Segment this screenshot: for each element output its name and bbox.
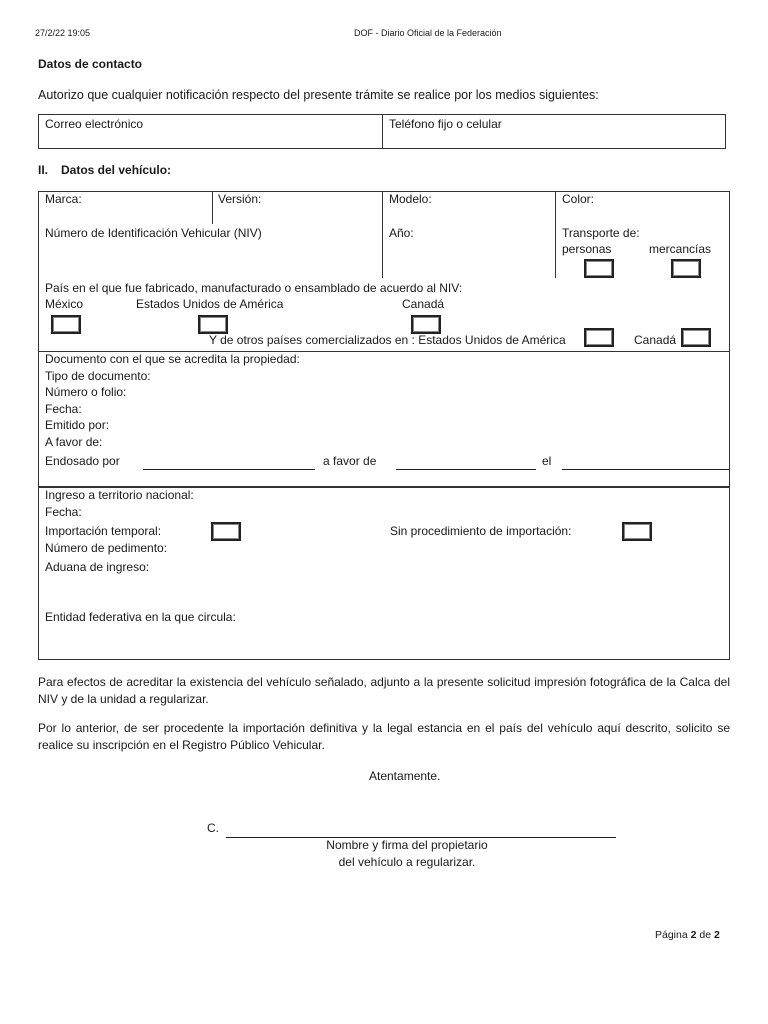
- documento-propiedad-label: Documento con el que se acredita la propiedad:: [45, 352, 300, 366]
- endoso-fecha-label: el: [542, 454, 552, 468]
- signature-caption-line2: del vehículo a regularizar.: [338, 855, 476, 869]
- print-timestamp: 27/2/22 19:05: [35, 28, 91, 38]
- emitido-por-label: Emitido por:: [45, 418, 110, 432]
- numero-pedimento-label: Número de pedimento:: [45, 541, 168, 555]
- transporte-mercancias-label: mercancías: [649, 242, 712, 256]
- aduana-ingreso-label: Aduana de ingreso:: [45, 560, 150, 574]
- mexico-checkbox[interactable]: [51, 315, 81, 334]
- vehicle-divider-modelo: [382, 191, 383, 278]
- phone-field-label: Teléfono fijo o celular: [389, 117, 502, 131]
- email-field-label: Correo electrónico: [45, 117, 144, 131]
- color-label: Color:: [562, 192, 595, 206]
- transporte-personas-label: personas: [562, 242, 612, 256]
- transporte-label: Transporte de:: [562, 226, 640, 240]
- anio-label: Año:: [389, 226, 414, 240]
- vehicle-heading: Datos del vehículo:: [61, 163, 172, 177]
- signature-caption-line1: Nombre y firma del propietario: [326, 838, 488, 852]
- importacion-temporal-label: Importación temporal:: [45, 524, 162, 538]
- endosado-por-label: Endosado por: [45, 454, 120, 468]
- vehicle-heading-number: II.: [38, 163, 49, 177]
- otros-canada-checkbox[interactable]: [681, 328, 711, 347]
- page-current: 2: [690, 929, 697, 941]
- usa-label: Estados Unidos de América: [136, 297, 284, 311]
- endosado-por-field[interactable]: [143, 469, 315, 470]
- fecha-documento-label: Fecha:: [45, 402, 82, 416]
- marca-label: Marca:: [45, 192, 82, 206]
- closing-text: Atentamente.: [369, 769, 441, 783]
- niv-label: Número de Identificación Vehicular (NIV): [45, 226, 262, 240]
- contact-authorization-text: Autorizo que cualquier notificación respecto del presente trámite se realice por los medios siguientes:: [38, 88, 599, 102]
- tipo-documento-label: Tipo de documento:: [45, 369, 151, 383]
- version-label: Versión:: [218, 192, 262, 206]
- endoso-a-favor-field[interactable]: [396, 469, 536, 470]
- ingreso-fecha-label: Fecha:: [45, 505, 82, 519]
- otros-usa-checkbox[interactable]: [584, 328, 614, 347]
- numero-folio-label: Número o folio:: [45, 385, 127, 399]
- modelo-label: Modelo:: [389, 192, 432, 206]
- sin-procedimiento-label: Sin procedimiento de importación:: [390, 524, 572, 538]
- pais-fabricacion-label: País en el que fue fabricado, manufacturado o ensamblado de acuerdo al NIV:: [45, 281, 463, 295]
- otros-paises-label: Y de otros países comercializados en : Estados Unidos de América: [209, 333, 566, 347]
- page-number: [655, 929, 720, 941]
- contact-heading: Datos de contacto: [38, 57, 143, 71]
- mexico-label: México: [45, 297, 84, 311]
- importacion-temporal-checkbox[interactable]: [211, 522, 241, 541]
- document-source-title: DOF - Diario Oficial de la Federación: [354, 28, 502, 38]
- canada-label: Canadá: [402, 297, 445, 311]
- sin-procedimiento-checkbox[interactable]: [622, 522, 652, 541]
- endoso-a-favor-label: a favor de: [323, 454, 377, 468]
- otros-canada-label: Canadá: [634, 333, 677, 347]
- signature-prefix: C.: [207, 821, 219, 835]
- usa-checkbox[interactable]: [198, 315, 228, 334]
- page-word: Página: [655, 929, 688, 941]
- endoso-fecha-field[interactable]: [562, 469, 729, 470]
- mercancias-checkbox[interactable]: [671, 259, 701, 278]
- page-total: 2: [714, 929, 720, 941]
- ingreso-territorio-label: Ingreso a territorio nacional:: [45, 488, 194, 502]
- personas-checkbox[interactable]: [584, 259, 614, 278]
- vehicle-divider-color: [555, 191, 556, 278]
- a-favor-de-label: A favor de:: [45, 435, 103, 449]
- page-of-word: de: [699, 929, 712, 941]
- vehicle-divider-marca: [212, 191, 213, 224]
- contact-table-divider: [382, 114, 383, 149]
- entidad-federativa-label: Entidad federativa en la que circula:: [45, 610, 236, 624]
- canada-checkbox[interactable]: [411, 315, 441, 334]
- acreditacion-paragraph: Para efectos de acreditar la existencia del vehículo señalado, adjunto a la presente solicitud impresión fotográfica de la Calca del NIV y de la unidad a regularizar.: [38, 675, 730, 706]
- inscripcion-paragraph: Por lo anterior, de ser procedente la importación definitiva y la legal estancia en el país del vehículo aquí descrito, solicito se realice su inscripción en el Registro Público Vehicular.: [38, 721, 730, 752]
